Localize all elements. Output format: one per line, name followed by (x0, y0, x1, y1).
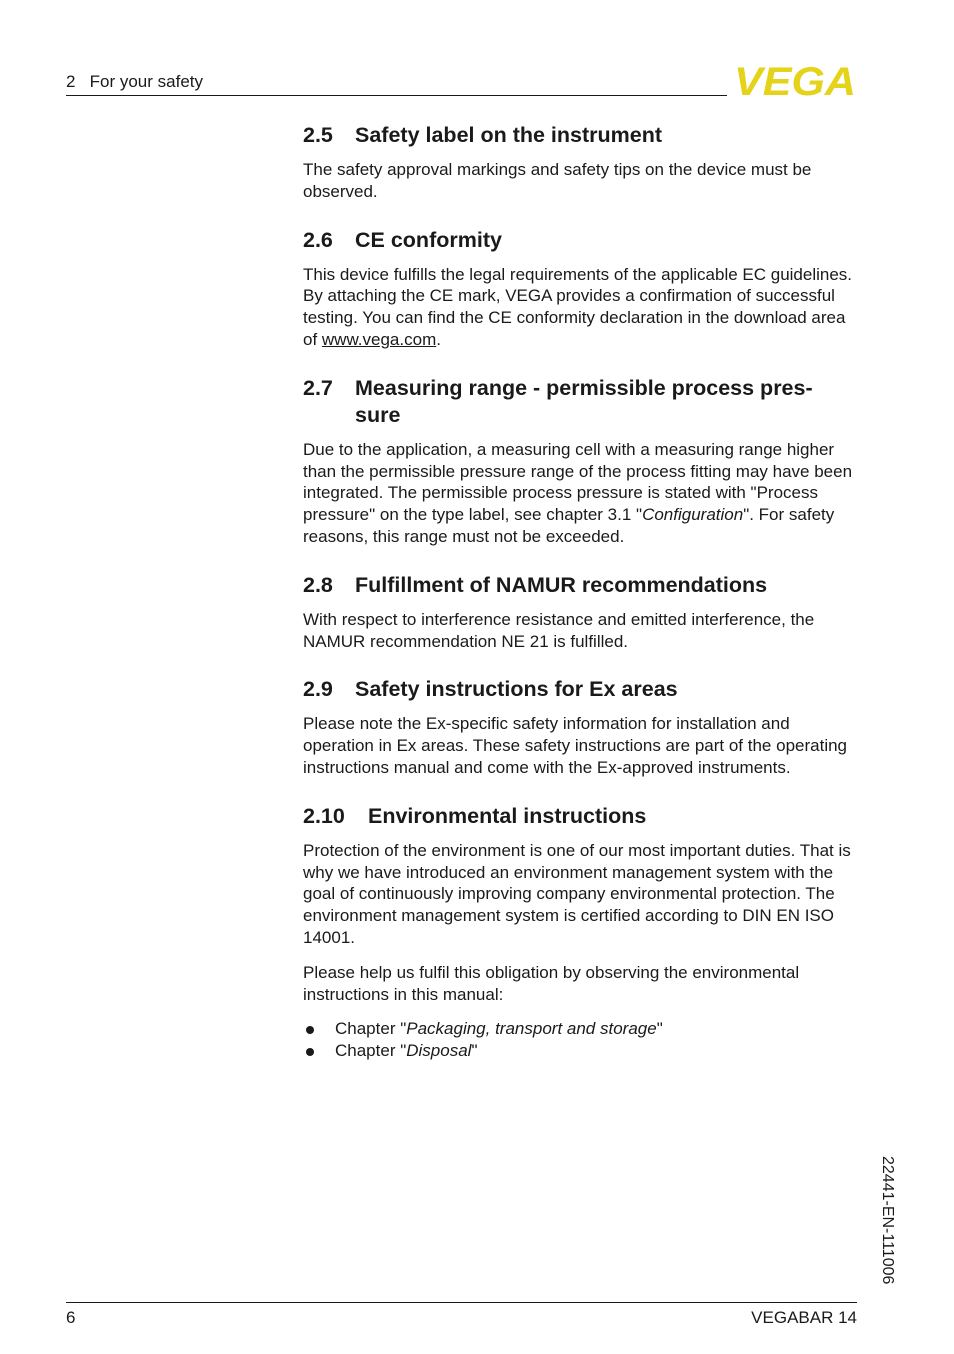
running-header: 2 For your safety (66, 72, 203, 91)
logo-text: VEGA (734, 64, 856, 98)
paragraph: Please help us fulfil this obligation by observing the environmental instructions in this manual: (303, 962, 800, 1004)
section-title (355, 375, 863, 429)
section-heading (303, 803, 863, 830)
paragraph-end: . (436, 329, 441, 349)
section-heading (303, 572, 863, 599)
section-number: 2.7 (303, 375, 333, 400)
website-link[interactable]: www.vega.com (321, 329, 437, 349)
section-2-6 (303, 227, 863, 351)
section-2-5 (303, 122, 863, 203)
section-number: 2.10 (303, 803, 345, 828)
paragraph: Protection of the environment is one of our most important duties. That is why we have introduced an environment management system with the goal of continuously improving company environmental protection. The environment management system is certified according to DIN EN ISO 14001. (303, 840, 851, 947)
section-2-9 (303, 676, 863, 778)
section-heading (303, 122, 863, 149)
section-number: 2.5 (303, 123, 333, 147)
list-item (303, 1018, 863, 1040)
list-item-suffix: " (471, 1041, 478, 1061)
chapter-reference: Packaging, transport and storage (406, 1019, 657, 1039)
section-2-8 (303, 572, 863, 653)
paragraph: With respect to interference resistance and emitted interference, the NAMUR recommendation NE 21 is fulfilled. (303, 609, 815, 651)
section-heading (303, 375, 863, 429)
paragraph: Please note the Ex-specific safety information for installation and operation in Ex areas. These safety instructions are part of the operating instructions manual and come with the Ex-approved instruments. (303, 714, 847, 777)
section-title-line-1: Measuring range - permissible process pres- (355, 375, 813, 400)
section-number: 2.8 (303, 572, 333, 597)
vega-logo (733, 64, 858, 98)
paragraph-text: This device fulfills the legal requirements of the applicable EC guidelines. By attaching the CE mark, VEGA provides a confirmation of successful testing. You can find the CE conformity declaration in the download area of (303, 264, 853, 349)
paragraph-text: Due to the application, a measuring cell with a measuring range higher than the permissible pressure range of the process fitting may have been integrated. The permissible process pressure is stated with "Process pressure" on the type label, see chapter 3.1 " (303, 439, 853, 525)
list-item-prefix: Chapter " (335, 1019, 407, 1039)
section-number: 2.6 (303, 227, 333, 252)
header-rule (66, 95, 727, 96)
section-title: Fulfillment of NAMUR recommendations (355, 572, 768, 597)
chapter-reference: Disposal (406, 1041, 472, 1061)
section-2-7 (303, 375, 863, 548)
main-content (303, 122, 863, 1086)
section-2-10 (303, 803, 863, 1062)
bullet-list (303, 1018, 863, 1062)
footer-rule (66, 1302, 857, 1303)
section-title: Environmental instructions (368, 803, 647, 828)
bullet-icon (306, 1026, 314, 1034)
section-title: Safety instructions for Ex areas (355, 677, 678, 702)
list-item-prefix: Chapter " (335, 1041, 407, 1061)
section-heading (303, 676, 863, 703)
section-title: CE conformity (355, 227, 502, 252)
document-number: 22441-EN-111006 (879, 1156, 896, 1285)
paragraph: The safety approval markings and safety tips on the device must be observed. (303, 160, 812, 201)
chapter-reference: Configuration (642, 505, 744, 525)
list-item (303, 1040, 863, 1062)
list-item-suffix: " (656, 1019, 663, 1039)
product-name: VEGABAR 14 (751, 1308, 857, 1327)
section-number: 2.9 (303, 677, 333, 702)
paragraph (303, 264, 863, 351)
paragraph-end: ". For safety reasons, this range must not be exceeded. (303, 505, 835, 546)
bullet-icon (306, 1048, 314, 1056)
section-heading (303, 227, 863, 254)
page-number: 6 (66, 1308, 76, 1327)
section-title: Safety label on the instrument (355, 123, 663, 147)
section-title-line-2: sure (355, 402, 401, 427)
paragraph (303, 439, 863, 548)
